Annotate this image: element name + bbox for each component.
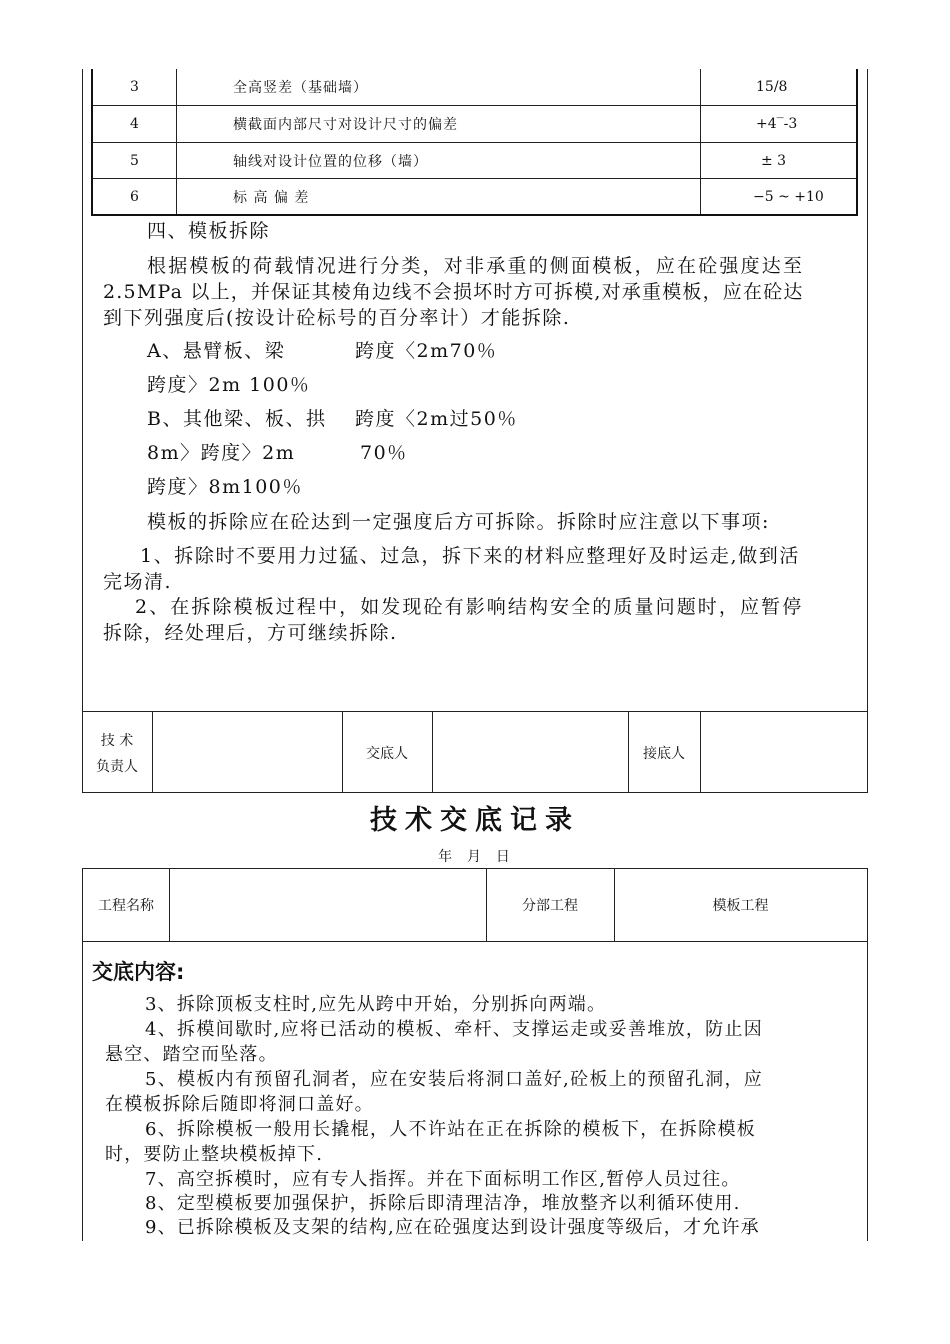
record-line: 悬空、踏空而坠落。 <box>105 1044 278 1065</box>
row-number: 4 <box>130 116 139 132</box>
signature-row <box>82 711 868 793</box>
row-item: 轴线对设计位置的位移（墙） <box>233 153 428 170</box>
row-number: 3 <box>130 79 139 95</box>
item-a-span-2: 跨度〉2m 100％ <box>147 374 311 396</box>
project-name-label: 工程名称 <box>98 898 154 914</box>
record-line: 8、定型模板要加强保护，拆除后即清理洁净，堆放整齐以利循环使用. <box>145 1193 741 1214</box>
record-line: 7、高空拆模时，应有专人指挥。并在下面标明工作区,暂停人员过往。 <box>145 1169 741 1190</box>
item-b-span: 跨度〈2m过50％ <box>355 408 518 430</box>
record-line: 6、拆除模板一般用长撬棍，人不许站在正在拆除的模板下，在拆除模板 <box>145 1119 757 1140</box>
precaution-1: 1、拆除时不要用力过猛、过急，拆下来的材料应整理好及时运走,做到活 <box>140 545 800 567</box>
removal-note: 模板的拆除应在砼达到一定强度后方可拆除。拆除时应注意以下事项: <box>147 511 770 533</box>
record-title: 技术交底记录 <box>370 805 580 836</box>
row-value: 15/8 <box>756 79 788 95</box>
item-a-span: 跨度〈2m70％ <box>355 340 498 362</box>
row-number: 6 <box>130 188 139 205</box>
handover-label: 交底人 <box>366 745 408 762</box>
record-date: 年 月 日 <box>438 849 512 865</box>
receiver-label: 接底人 <box>643 745 685 762</box>
record-line: 在模板拆除后随即将洞口盖好。 <box>105 1094 374 1115</box>
record-line: 4、拆模间歇时,应将已活动的模板、牵杆、支撑运走或妥善堆放，防止因 <box>145 1019 764 1040</box>
precaution-2-cont: 拆除，经处理后，方可继续拆除. <box>103 622 398 644</box>
intro-line-2: 2.5MPa 以上，并保证其棱角边线不会损坏时方可拆模,对承重模板，应在砼达 <box>103 281 804 303</box>
row-value: +4‾-3 <box>756 116 798 132</box>
row-value: ± 3 <box>761 152 787 169</box>
project-info-row <box>82 868 868 942</box>
sub-project-label: 分部工程 <box>522 898 578 914</box>
precaution-2: 2、在拆除模板过程中，如发现砼有影响结构安全的质量问题时，应暂停 <box>135 596 804 618</box>
row-item: 标 高 偏 差 <box>233 189 310 206</box>
intro-line-3: 到下列强度后(按设计砼标号的百分率计）才能拆除. <box>103 307 571 329</box>
record-line: 9、已拆除模板及支架的结构,应在砼强度达到设计强度等级后，才允许承 <box>145 1217 760 1238</box>
section-heading: 四、模板拆除 <box>147 220 271 242</box>
row-item: 全高竖差（基础墙） <box>233 80 368 96</box>
content-label: 交底内容: <box>92 960 185 984</box>
item-b-type: B、其他梁、板、拱 <box>147 408 327 430</box>
item-b-span-3: 跨度〉8m100％ <box>147 476 303 498</box>
precaution-1-cont: 完场清. <box>103 571 173 593</box>
row-number: 5 <box>130 152 139 169</box>
tech-lead-label-2: 负责人 <box>96 759 138 775</box>
project-name-value[interactable] <box>170 869 486 941</box>
tolerance-table <box>91 69 858 216</box>
row-value: −5 ~ +10 <box>753 188 824 205</box>
row-item: 横截面内部尺寸对设计尺寸的偏差 <box>233 117 458 133</box>
sub-project-value: 模板工程 <box>712 898 769 914</box>
record-line: 时，要防止整块模板掉下. <box>105 1144 324 1165</box>
tech-lead-label-1: 技 术 <box>100 733 134 749</box>
record-line: 5、模板内有预留孔洞者，应在安装后将洞口盖好,砼板上的预留孔洞，应 <box>145 1069 764 1090</box>
intro-line-1: 根据模板的荷载情况进行分类，对非承重的侧面模板，应在砼强度达至 <box>147 255 805 277</box>
record-line: 3、拆除顶板支柱时,应先从跨中开始，分别拆向两端。 <box>145 994 607 1015</box>
item-b-span-2: 8m〉跨度〉2m <box>147 442 296 464</box>
item-a-type: A、悬臂板、梁 <box>147 340 286 362</box>
item-b-span-2-value: 70％ <box>360 442 408 464</box>
